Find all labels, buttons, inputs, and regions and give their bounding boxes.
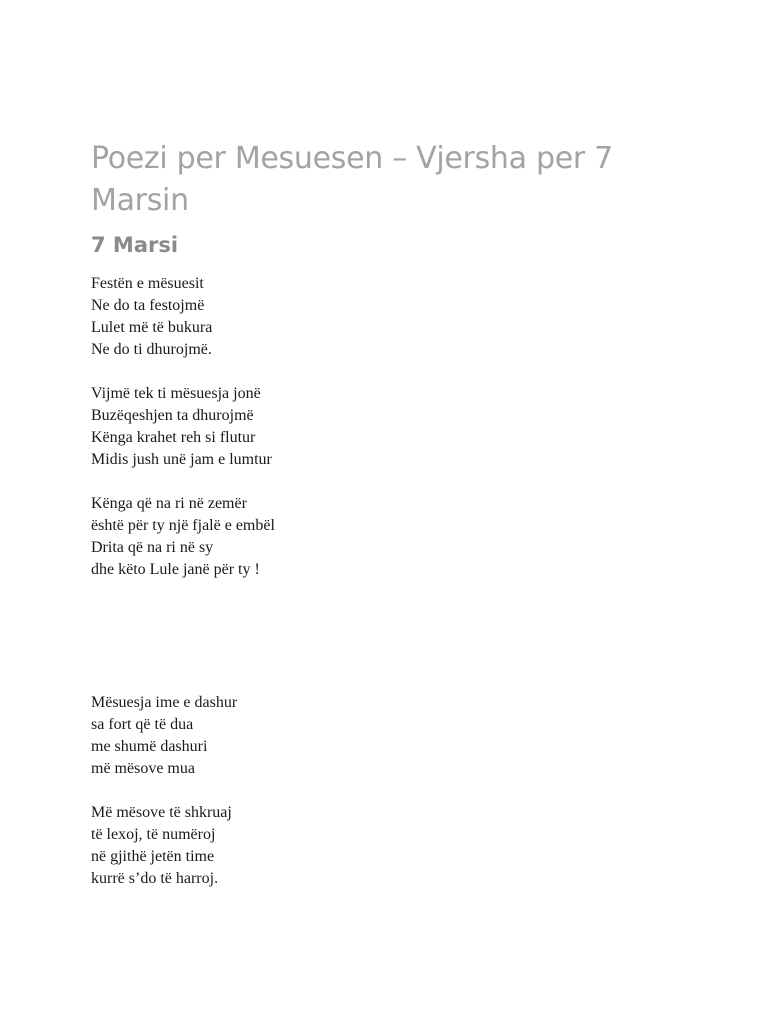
poem-line: Ne do ti dhurojmë. (91, 341, 212, 358)
poem-line: Festën e mësuesit (91, 275, 204, 292)
poem-line: dhe këto Lule janë për ty ! (91, 561, 260, 578)
document-subtitle: 7 Marsi (91, 233, 179, 257)
stanza (91, 493, 691, 581)
poem-line: sa fort që të dua (91, 716, 194, 733)
poem-line: Kënga që na ri në zemër (91, 495, 247, 512)
poem-line: Vijmë tek ti mësuesja jonë (91, 385, 261, 402)
poem-line: më mësove mua (91, 760, 195, 777)
poem-line: Buzëqeshjen ta dhurojmë (91, 407, 254, 424)
stanza (91, 802, 237, 890)
stanza (91, 692, 237, 780)
poem-line: në gjithë jetën time (91, 848, 215, 865)
document-page (91, 138, 691, 887)
poem-line: Kënga krahet reh si flutur (91, 429, 256, 446)
poem-line: Midis jush unë jam e lumtur (91, 451, 272, 468)
poem-line: Më mësove të shkruaj (91, 804, 232, 821)
poem-line: Mësuesja ime e dashur (91, 694, 238, 711)
poem-line: Lulet më të bukura (91, 319, 213, 336)
poem-first (91, 273, 691, 581)
poem-line: me shumë dashuri (91, 738, 208, 755)
document-title: Poezi per Mesuesen – Vjersha per 7 Marsin (91, 141, 613, 218)
poem-line: Drita që na ri në sy (91, 539, 214, 556)
poem-second (91, 692, 237, 890)
stanza (91, 273, 691, 361)
poem-line: të lexoj, të numëroj (91, 826, 216, 843)
poem-line: është për ty një fjalë e embël (91, 517, 275, 534)
stanza (91, 383, 691, 471)
poem-line: Ne do ta festojmë (91, 297, 205, 314)
poem-line: kurrë s’do të harroj. (91, 870, 219, 887)
